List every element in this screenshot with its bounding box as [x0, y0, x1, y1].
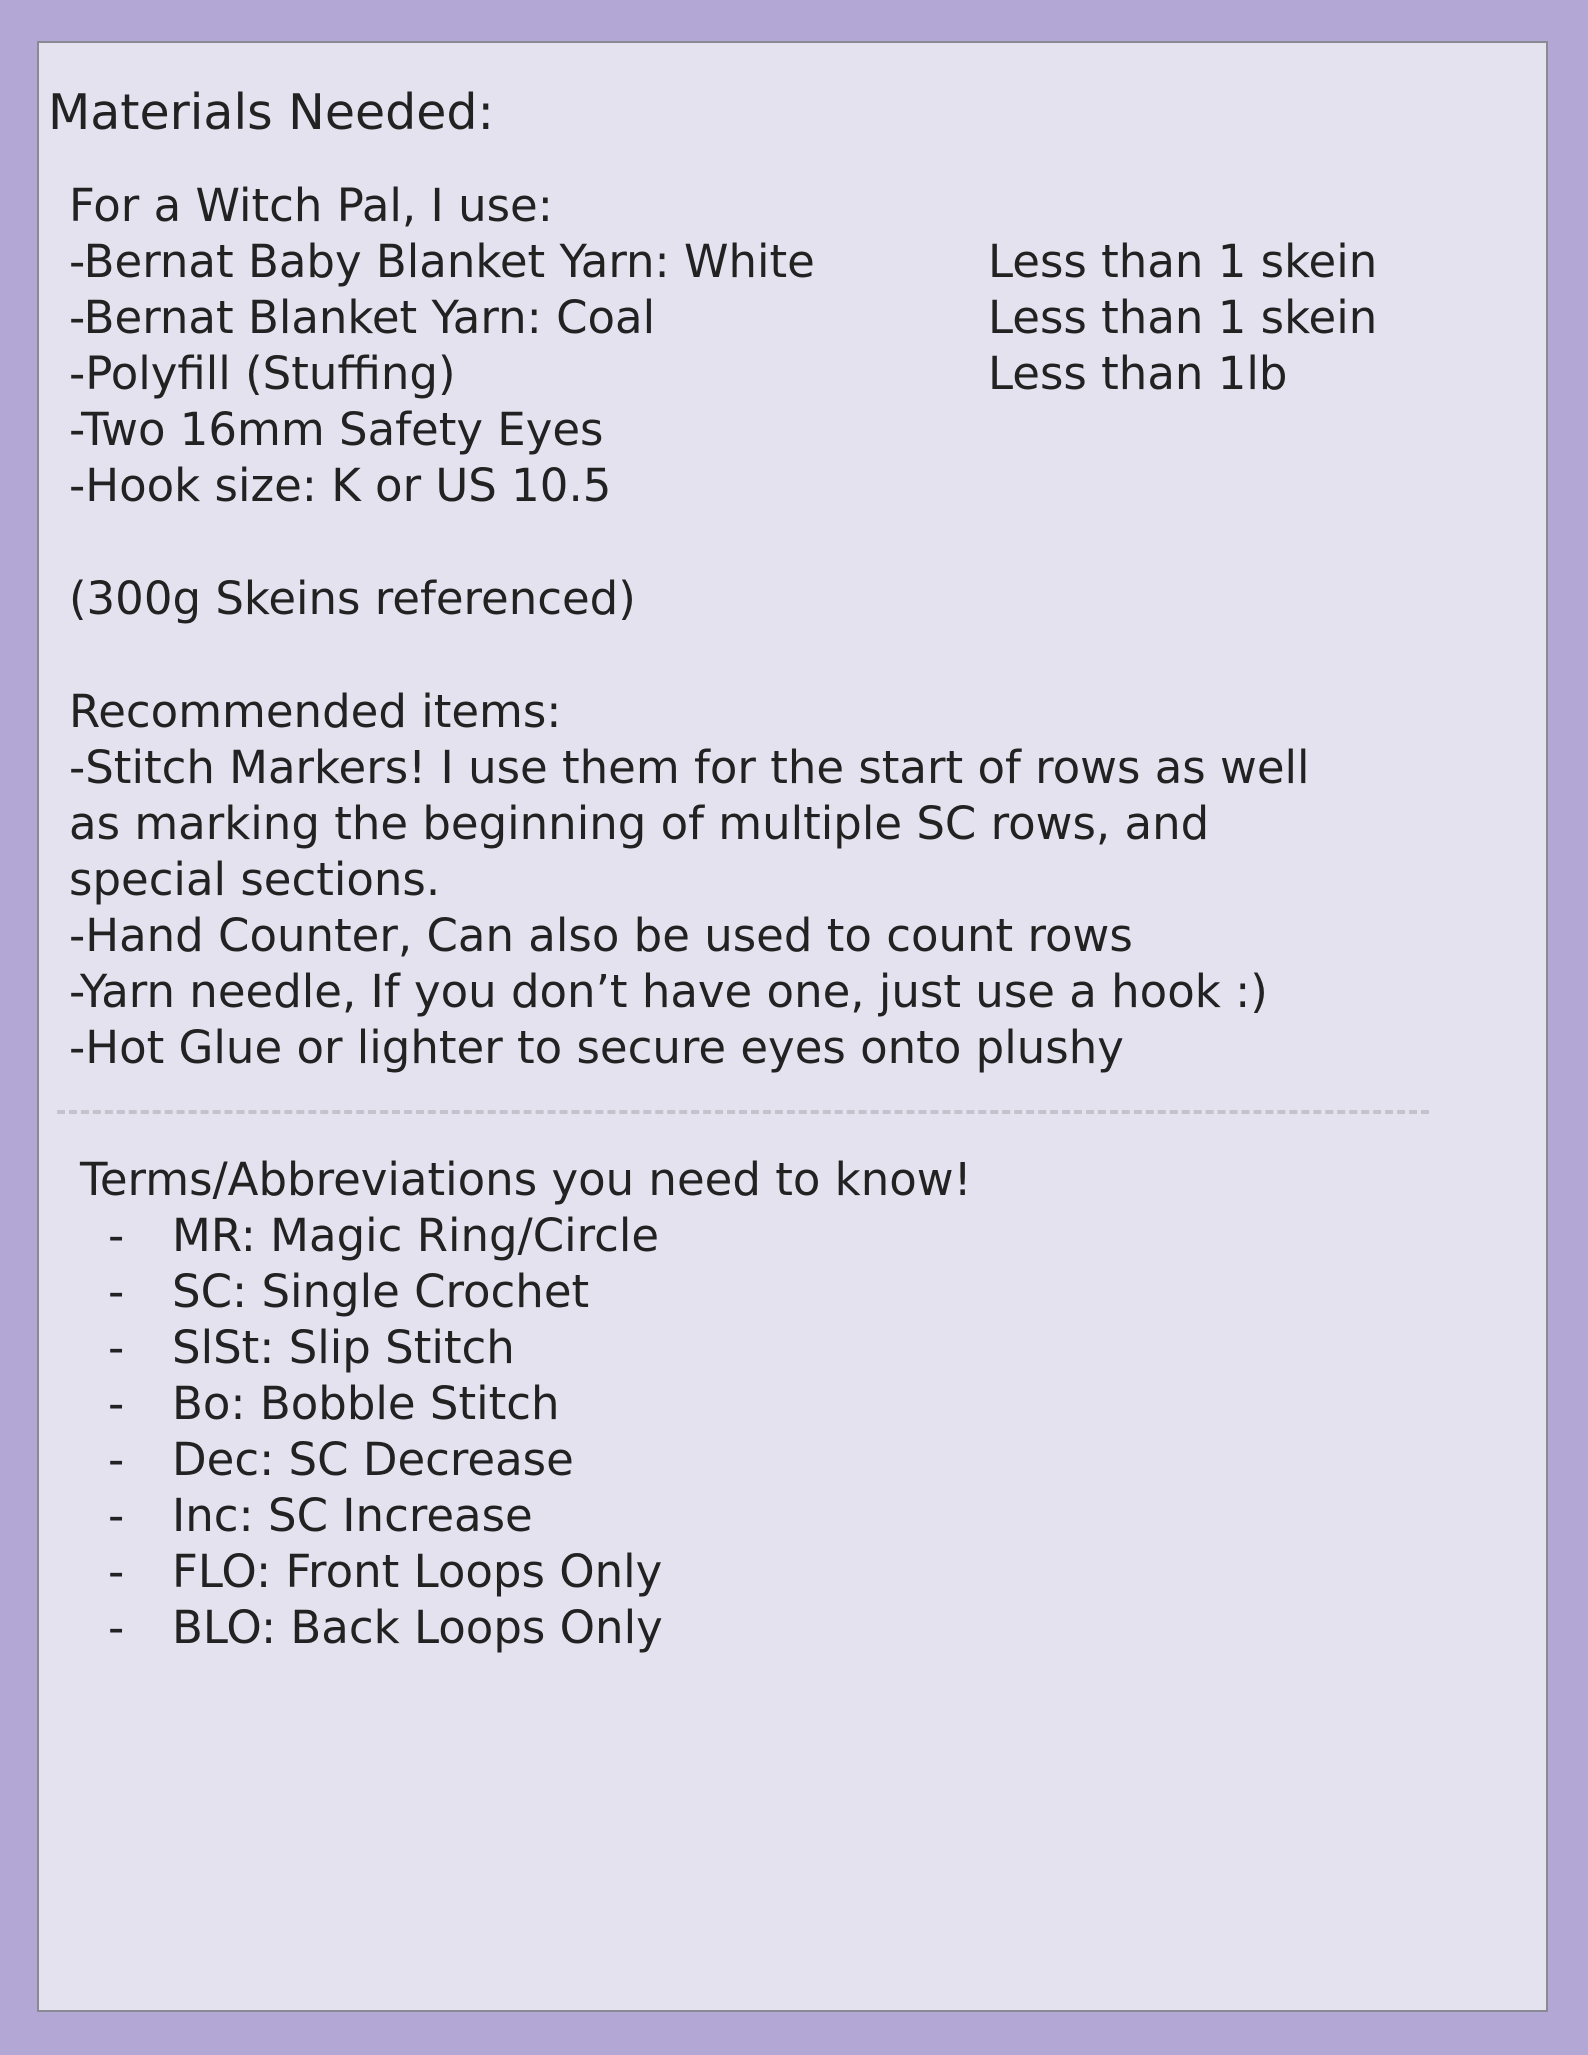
recommended-line: as marking the beginning of multiple SC rows, and: [69, 797, 1210, 850]
bullet-dash: -: [108, 1209, 125, 1262]
material-item-amount: Less than 1 skein: [988, 291, 1378, 344]
term-text: SC: Single Crochet: [172, 1265, 590, 1318]
term-text: MR: Magic Ring/Circle: [172, 1209, 660, 1262]
term-item: [108, 1376, 560, 1432]
recommended-heading: Recommended items:: [69, 685, 562, 738]
material-item-name: -Two 16mm Safety Eyes: [69, 403, 604, 456]
material-item-amount: Less than 1 skein: [988, 235, 1378, 288]
bullet-dash: -: [108, 1489, 125, 1542]
term-item: [108, 1544, 662, 1600]
bullet-dash: -: [108, 1265, 125, 1318]
bullet-dash: -: [108, 1377, 125, 1430]
bullet-dash: -: [108, 1545, 125, 1598]
material-item-name: -Bernat Blanket Yarn: Coal: [69, 291, 656, 344]
bullet-dash: -: [108, 1601, 125, 1654]
term-text: FLO: Front Loops Only: [172, 1545, 663, 1598]
term-item: [108, 1600, 663, 1656]
bullet-dash: -: [108, 1321, 125, 1374]
term-item: [108, 1488, 533, 1544]
page-title: Materials Needed:: [48, 84, 494, 141]
term-item: [108, 1320, 515, 1376]
material-item-name: -Bernat Baby Blanket Yarn: White: [69, 235, 815, 288]
material-item-amount: Less than 1lb: [988, 347, 1288, 400]
materials-note: (300g Skeins referenced): [69, 572, 636, 625]
recommended-line: special sections.: [69, 853, 441, 906]
recommended-line: -Stitch Markers! I use them for the start of rows as well: [69, 741, 1310, 794]
term-item: [108, 1432, 574, 1488]
bullet-dash: -: [108, 1433, 125, 1486]
term-text: Bo: Bobble Stitch: [172, 1377, 560, 1430]
term-item: [108, 1208, 659, 1264]
material-item-name: -Hook size: K or US 10.5: [69, 459, 612, 512]
terms-heading: Terms/Abbreviations you need to know!: [80, 1153, 972, 1206]
recommended-line: -Hot Glue or lighter to secure eyes onto plushy: [69, 1021, 1124, 1074]
term-text: BLO: Back Loops Only: [172, 1601, 663, 1654]
term-text: Dec: SC Decrease: [172, 1433, 574, 1486]
term-item: [108, 1264, 589, 1320]
section-divider: [57, 1110, 1429, 1114]
recommended-line: -Yarn needle, If you don’t have one, just use a hook :): [69, 965, 1268, 1018]
term-text: SlSt: Slip Stitch: [172, 1321, 515, 1374]
materials-intro: For a Witch Pal, I use:: [69, 179, 553, 232]
recommended-line: -Hand Counter, Can also be used to count rows: [69, 909, 1133, 962]
material-item-name: -Polyfill (Stuffing): [69, 347, 456, 400]
term-text: Inc: SC Increase: [172, 1489, 533, 1542]
